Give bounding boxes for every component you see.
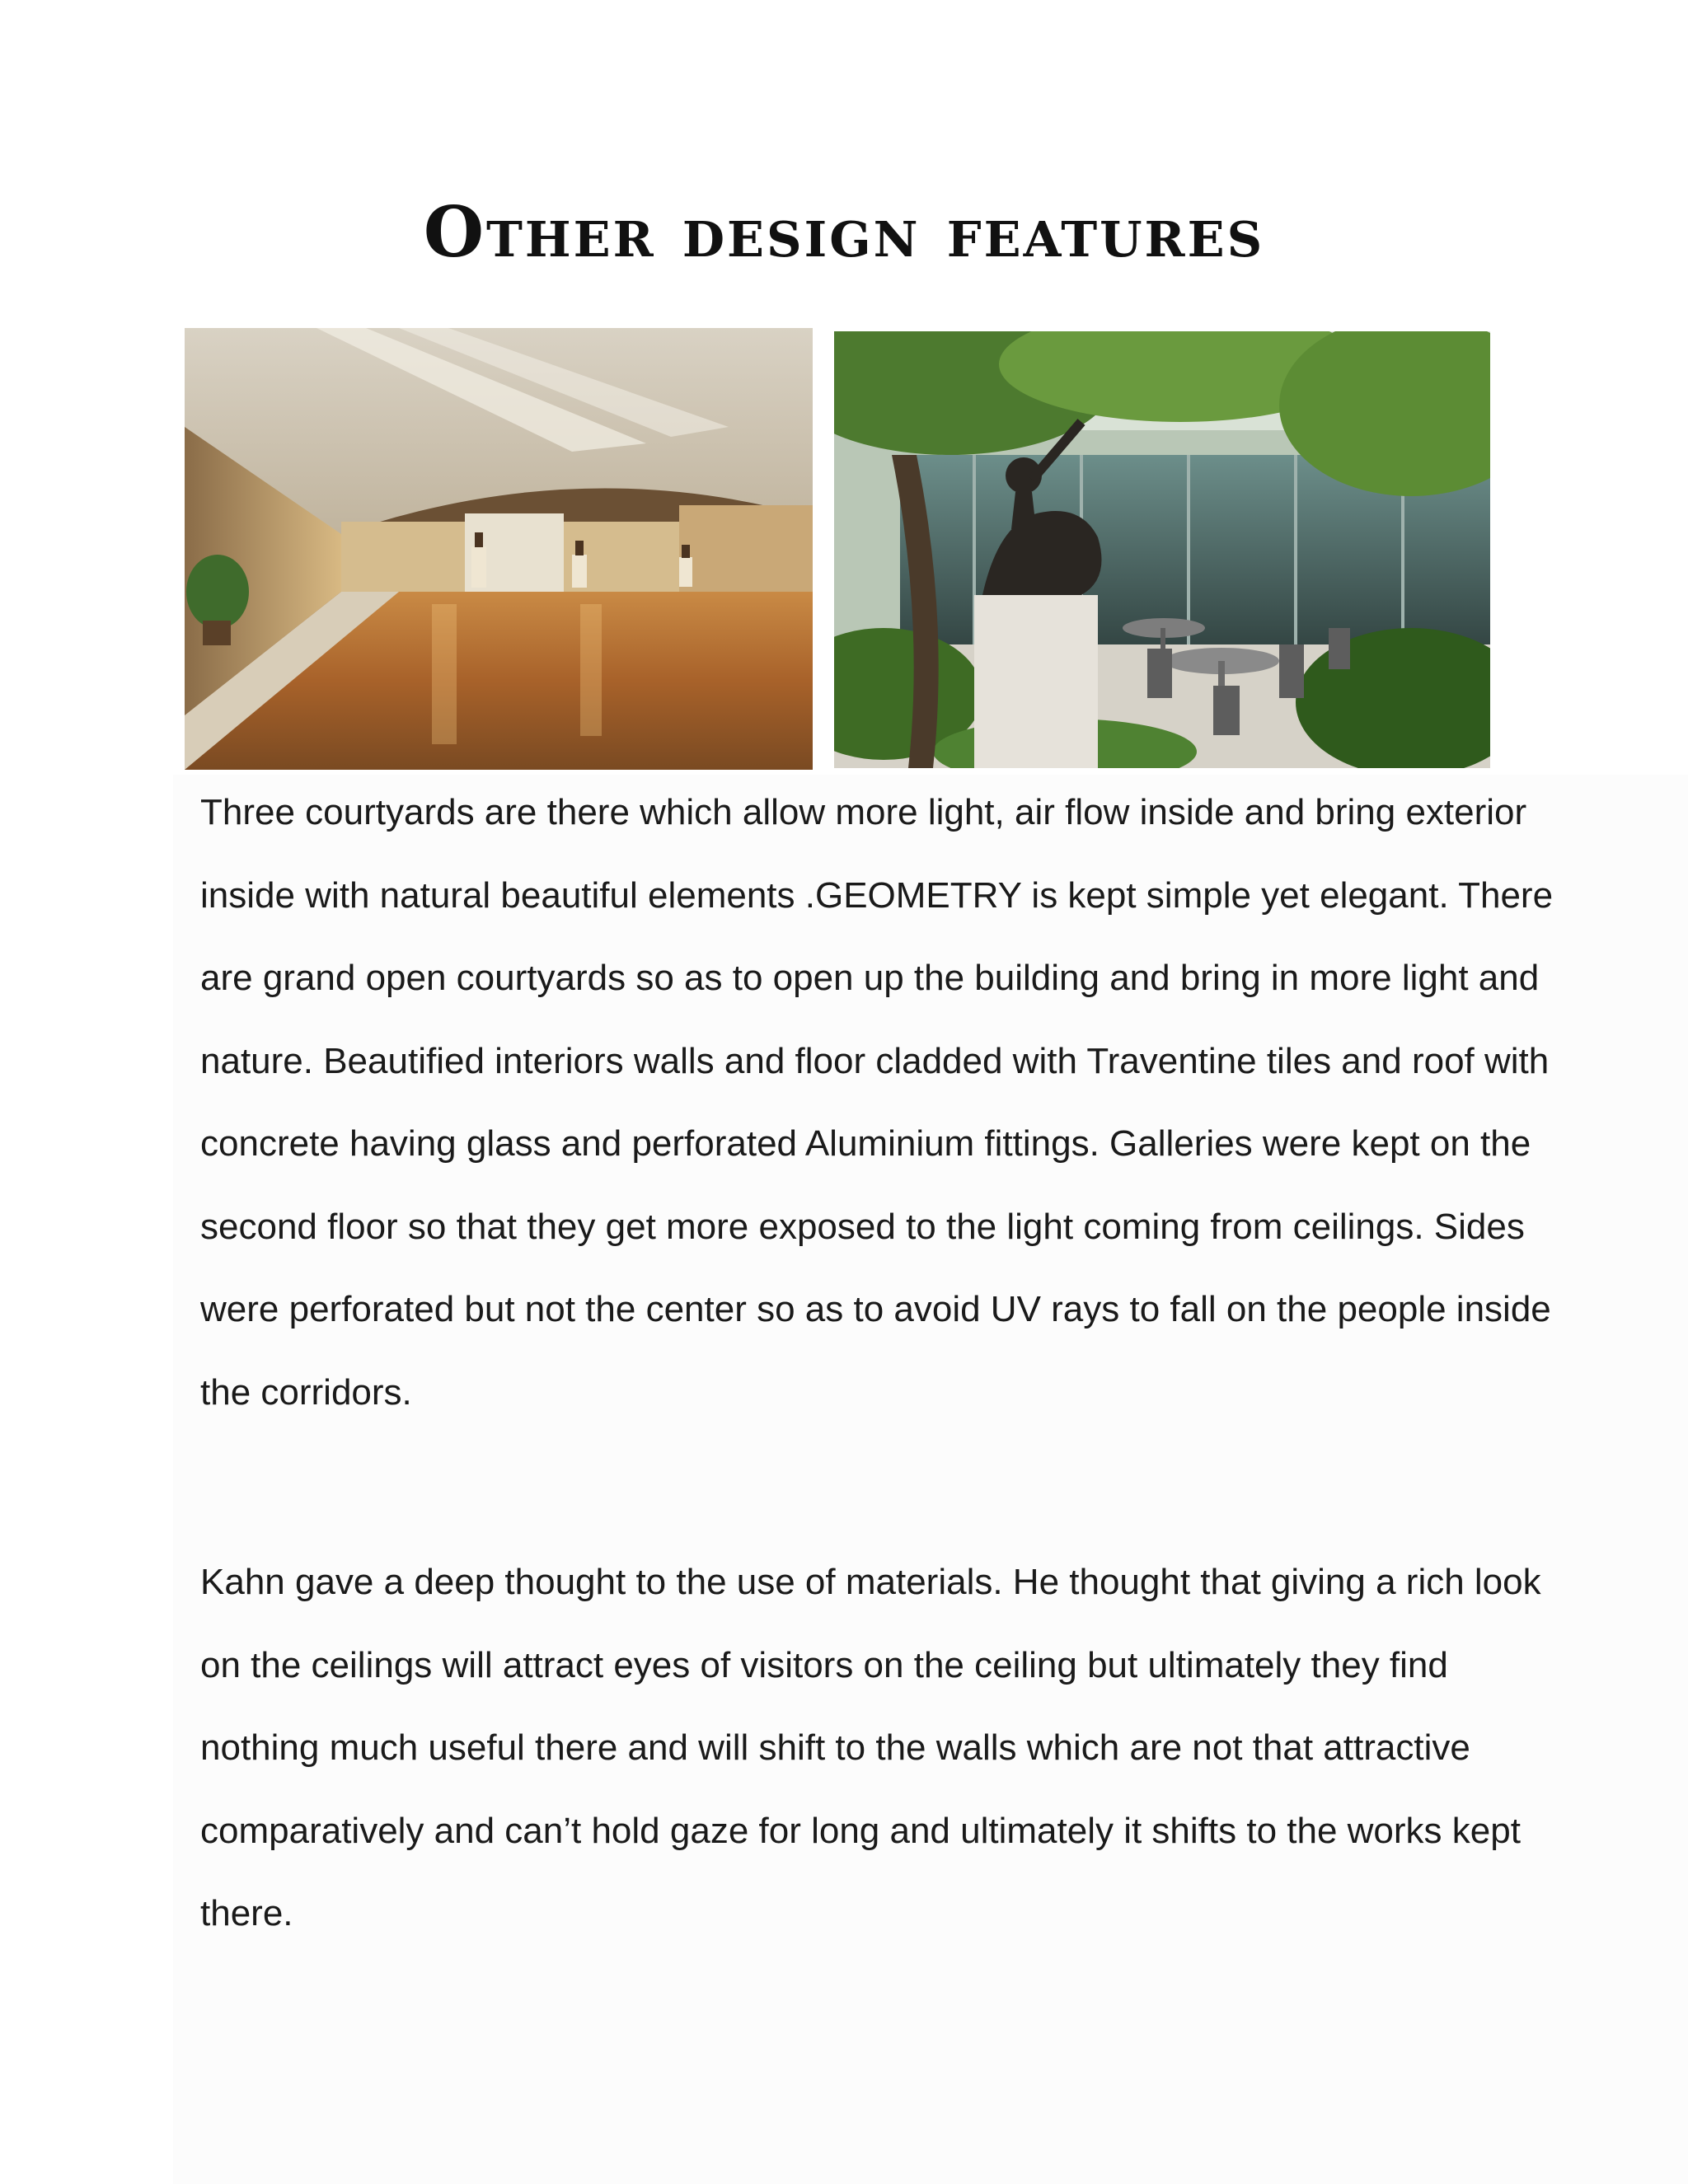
body-paragraph-2: Kahn gave a deep thought to the use of materials. He thought that giving a rich look on the ceilings will attract eyes of visitors on the ceiling but ultimately they find nothing much useful there and will shift to the walls which are not that attractive comparatively and can’t hold gaze for long and ultimately it shifts to the works kept there.: [200, 1562, 1541, 1933]
body-paragraph-1: Three courtyards are there which allow more light, air flow inside and bring exterior inside with natural beautiful elements .GEOMETRY is kept simple yet elegant. There are grand open courtyards so as to open up the building and bring in more light and nature. Beautified interiors walls and floor cladded with Traventine tiles and roof with concrete having glass and perforated Aluminium fittings. Galleries were kept on the second floor so that they get more exposed to the light coming from ceilings. Sides were perforated but not the center so as to avoid UV rays to fall on the people inside the corridors.: [200, 792, 1554, 1413]
page-title: Other design features: [423, 191, 1265, 273]
gallery-interior-photo: [185, 328, 813, 770]
courtyard-sculpture-photo: [834, 331, 1490, 768]
